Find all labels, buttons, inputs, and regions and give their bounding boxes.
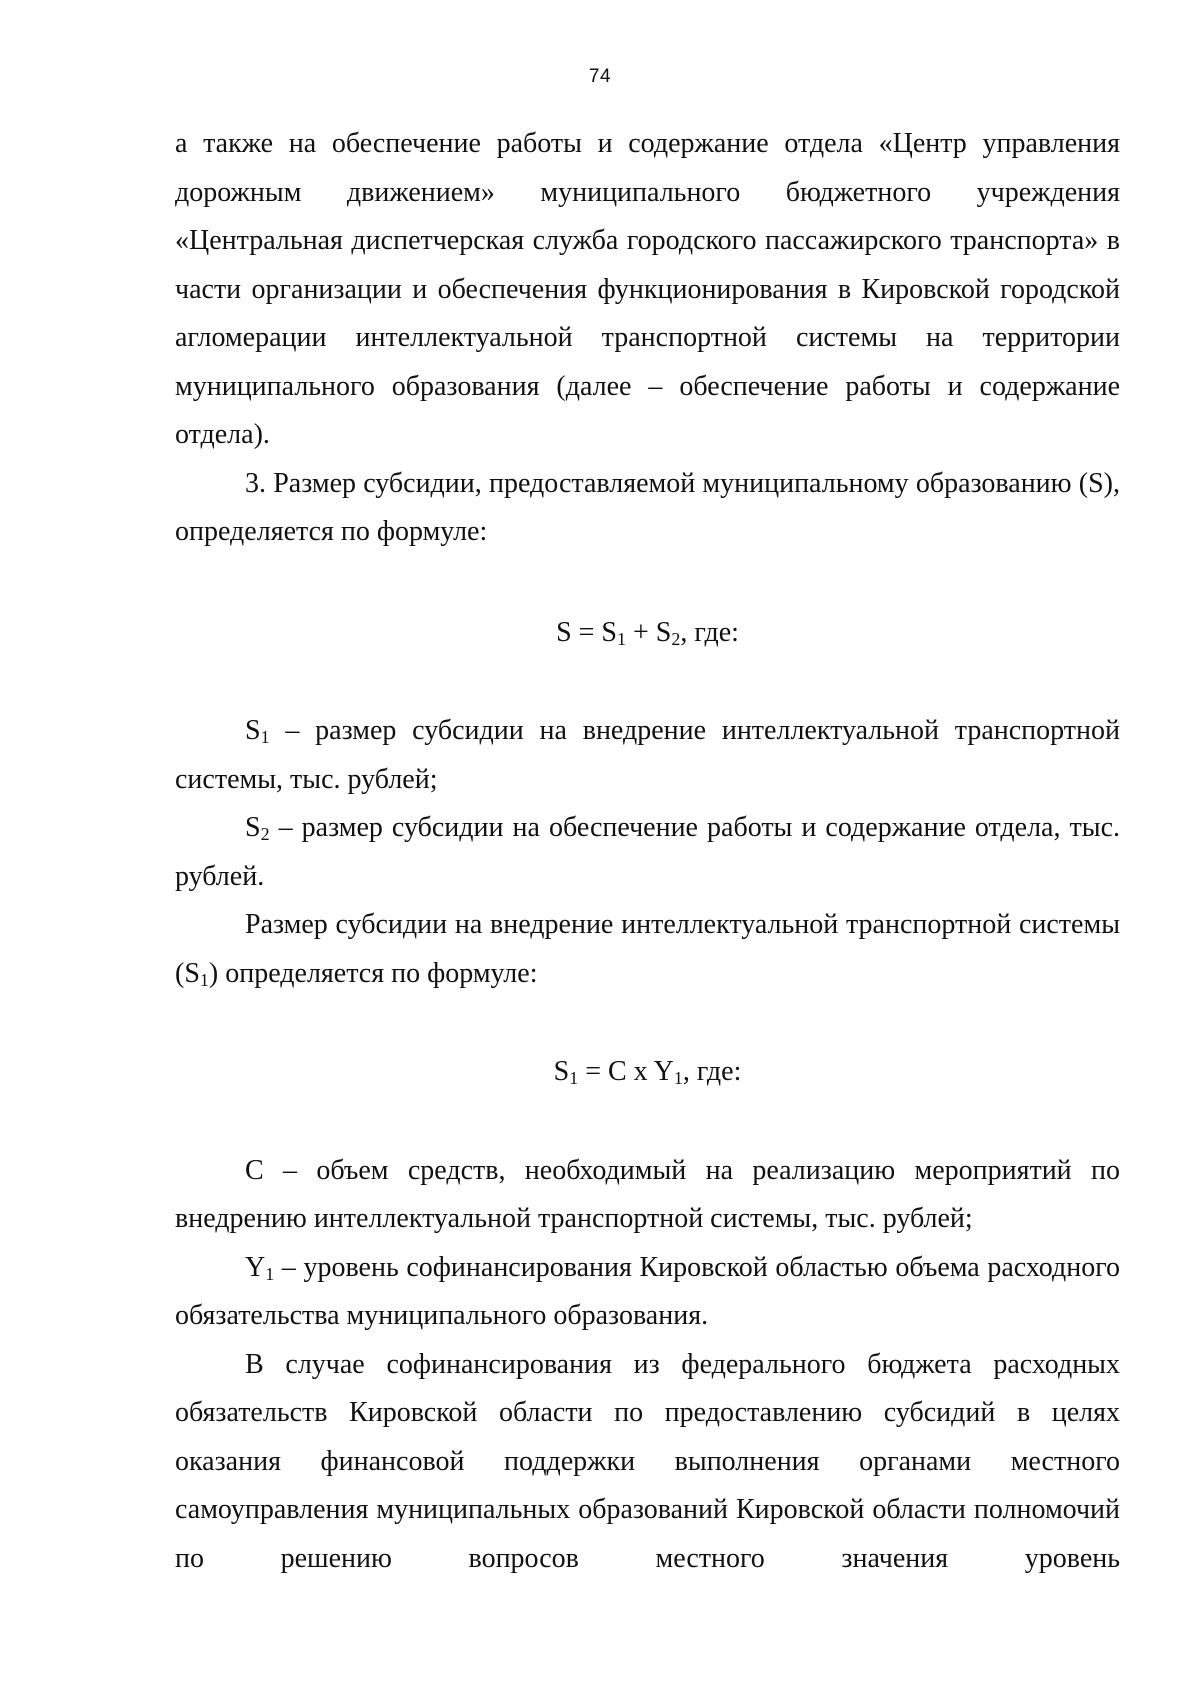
definition-y1-sub: 1 — [265, 1263, 275, 1284]
paragraph-s1-size-text-a: Размер субсидии на внедрение интеллектуальной транспортной системы (S — [175, 909, 1120, 989]
formula-s-part-a: S = S — [556, 616, 617, 648]
definition-s2-text: – размер субсидии на обеспечение работы и содержание отдела, тыс. рублей. — [175, 812, 1120, 892]
definition-s1-symbol: S — [245, 715, 261, 746]
paragraph-federal-cofinancing: В случае софинансирования из федерального бюджета расходных обязательств Кировской области по предоставлению субсидий в целях оказания финансовой поддержки выполнения органами местного самоуправления муниципальных образований Кировской области полномочий по решению вопросов местного значения уровень — [175, 1348, 1120, 1574]
paragraph-s1-size — [175, 901, 1120, 998]
formula-s1-part-a: S — [553, 1056, 570, 1087]
paragraph-s1-size-sub: 1 — [199, 969, 209, 990]
definition-y1 — [175, 1244, 1120, 1341]
definition-s2-sub: 2 — [260, 824, 270, 844]
formula-s1-part-b: = C x Y — [578, 1056, 674, 1087]
formula-s1-sub-1: 1 — [569, 1068, 579, 1088]
definition-s1-text: – размер субсидии на внедрение интеллектуальной транспортной системы, тыс. рублей; — [175, 715, 1120, 795]
paragraph-s1-size-text-b: ) определяется по формуле: — [208, 957, 538, 989]
definition-s1-sub: 1 — [260, 727, 270, 747]
formula-s-part-c: , где: — [680, 616, 739, 648]
formula-s1-part-c: , где: — [682, 1056, 742, 1087]
definition-s2 — [175, 804, 1120, 901]
formula-s-sub-1: 1 — [617, 628, 626, 649]
formula-s-sub-2: 2 — [671, 628, 681, 649]
definition-s2-symbol: S — [245, 812, 261, 843]
definition-s1 — [175, 707, 1120, 804]
definition-y1-text: – уровень софинансирования Кировской областью объема расходного обязательства муниципального образования. — [175, 1251, 1120, 1331]
document-body — [175, 120, 1120, 1583]
formula-s — [175, 609, 1120, 658]
formula-s-part-b: + S — [626, 616, 672, 648]
page-number: 74 — [588, 66, 612, 87]
formula-s1 — [175, 1048, 1120, 1097]
paragraph-subsidy-size: 3. Размер субсидии, предоставляемой муниципальному образованию (S), определяется по формуле: — [175, 467, 1120, 547]
definition-y1-symbol: Y — [245, 1251, 266, 1283]
paragraph-intro: а также на обеспечение работы и содержание отдела «Центр управления дорожным движением» муниципального бюджетного учреждения «Центральная диспетчерская служба городского пассажирского транспорта» в части организации и обеспечения функционирования в Кировской городской агломерации интеллектуальной транспортной системы на территории муниципального образования (далее – обеспечение работы и содержание отдела). — [175, 128, 1120, 450]
definition-c: С – объем средств, необходимый на реализацию мероприятий по внедрению интеллектуальной транспортной системы, тыс. рублей; — [175, 1154, 1120, 1234]
formula-s1-sub-2: 1 — [673, 1068, 683, 1088]
